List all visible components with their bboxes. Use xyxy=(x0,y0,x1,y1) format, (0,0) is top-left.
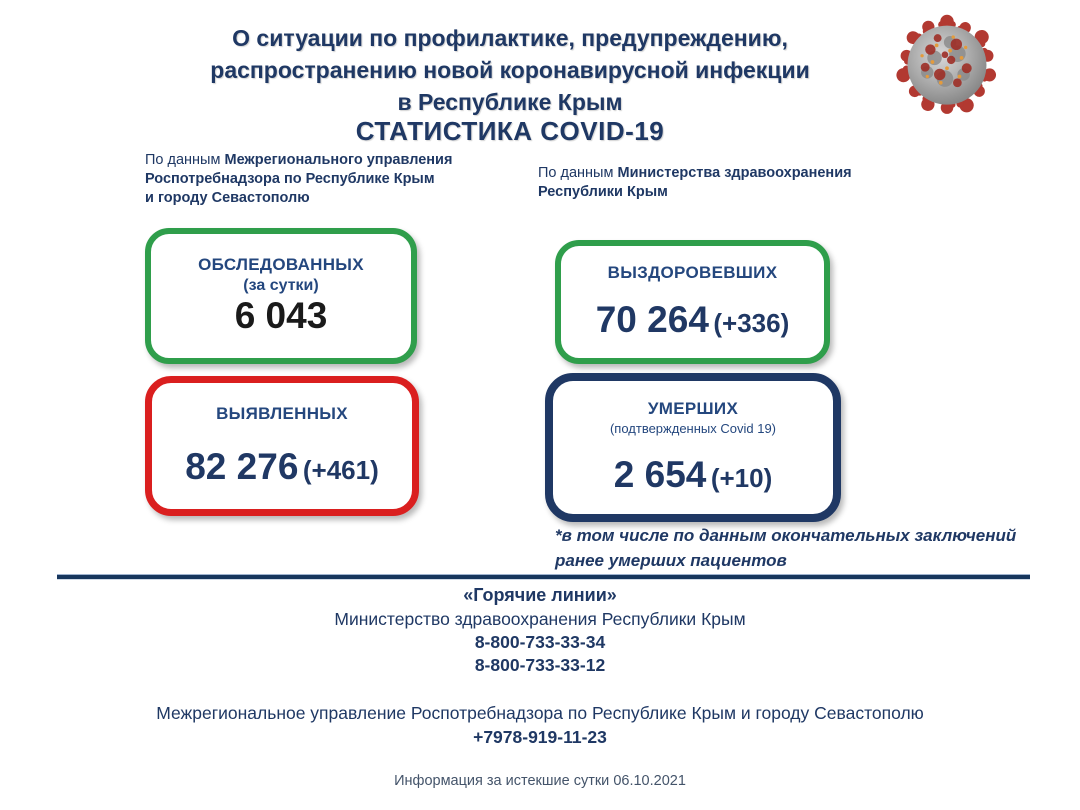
stat-card-deaths xyxy=(545,373,841,522)
source-right-line-2: Республики Крым xyxy=(538,184,668,200)
ministry-phone-2: 8-800-733-33-12 xyxy=(474,655,606,675)
card-delta: (+336) xyxy=(713,308,790,338)
card-delta: (+10) xyxy=(710,463,773,493)
stat-card-examined xyxy=(145,228,417,364)
rospotrebnadzor-name: Межрегиональное управление Роспотребнадзора по Республике Крым и городу Севастополю xyxy=(156,703,924,723)
card-sublabel: (за сутки) xyxy=(243,277,319,294)
footnote-line-2: ранее умерших пациентов xyxy=(555,551,787,570)
hotlines-title: «Горячие линии» xyxy=(463,585,617,605)
footer xyxy=(0,583,1080,789)
card-value-row xyxy=(235,295,328,337)
card-value-row xyxy=(596,299,790,341)
stat-card-recovered xyxy=(555,240,830,364)
stat-card-detected xyxy=(145,376,419,516)
card-label: ВЫЗДОРОВЕВШИХ xyxy=(607,263,778,282)
source-rospotrebnadzor xyxy=(145,151,452,208)
page-title xyxy=(40,22,980,118)
coronavirus-icon xyxy=(893,8,1001,116)
card-label: ОБСЛЕДОВАННЫХ xyxy=(198,255,364,274)
card-label: ВЫЯВЛЕННЫХ xyxy=(216,404,348,423)
source-left-line-3: и городу Севастополю xyxy=(145,190,310,206)
horizontal-divider xyxy=(57,574,1030,580)
card-value: 2 654 xyxy=(613,454,707,495)
info-date: Информация за истекшие сутки 06.10.2021 xyxy=(394,773,686,789)
title-line-3: в Республике Крым xyxy=(397,89,623,115)
title-line-1: О ситуации по профилактике, предупреждению, xyxy=(232,25,788,51)
card-value: 82 276 xyxy=(185,446,299,487)
card-delta: (+461) xyxy=(302,455,379,485)
source-left-line-1: По данным Межрегионального управления xyxy=(145,152,453,168)
footnote-line-1: *в том числе по данным окончательных заключений xyxy=(555,526,1017,545)
deaths-footnote xyxy=(555,523,1025,573)
source-ministry xyxy=(538,164,852,202)
card-sublabel: (подтвержденных Covid 19) xyxy=(609,421,777,436)
source-right-line-1: По данным Министерства здравоохранения xyxy=(538,165,852,181)
rospotrebnadzor-phone: +7978-919-11-23 xyxy=(473,727,607,747)
ministry-phone-1: 8-800-733-33-34 xyxy=(474,632,606,652)
statistics-heading: СТАТИСТИКА COVID-19 xyxy=(355,116,665,146)
ministry-name: Министерство здравоохранения Республики Крым xyxy=(334,609,746,629)
card-value-row xyxy=(614,454,772,496)
title-line-2: распространению новой коронавирусной инфекции xyxy=(210,57,810,83)
card-value: 70 264 xyxy=(595,299,709,340)
source-left-line-2: Роспотребнадзора по Республике Крым xyxy=(145,171,435,187)
card-label: УМЕРШИХ xyxy=(647,399,739,418)
card-value: 6 043 xyxy=(234,295,328,336)
card-value-row xyxy=(185,446,379,488)
